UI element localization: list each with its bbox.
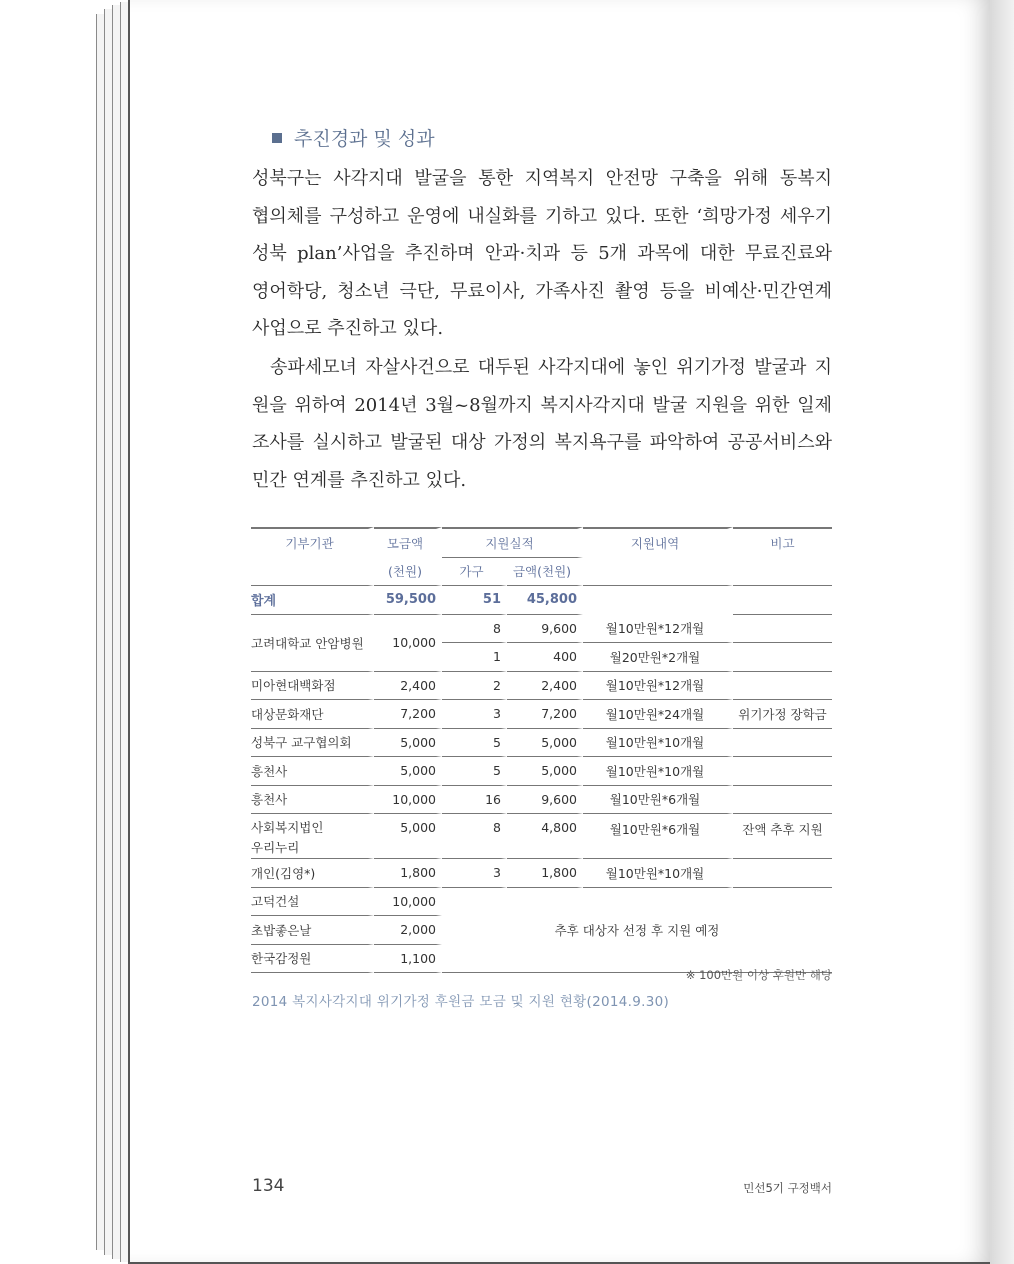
table-row: 1 400 월20만원*2개월	[251, 643, 832, 672]
total-row: 합계 59,500 51 45,800	[251, 586, 832, 615]
table-row: 미아현대백화점 2,400 2 2,400 월10만원*12개월	[251, 672, 832, 701]
paragraph-line: 성북 plan’사업을 추진하며 안과·치과 등 5개 과목에 대한 무료진료와	[252, 243, 832, 265]
paragraph-line: 협의체를 구성하고 운영에 내실화를 기하고 있다. 또한 ‘희망가정 세우기	[252, 205, 832, 227]
total-label: 합계	[251, 586, 374, 615]
header-org: 기부기관	[251, 527, 374, 558]
page-number: 134	[252, 1176, 285, 1196]
table-row: 고려대학교 안암병원 10,000 8 9,600 월10만원*12개월	[251, 615, 832, 644]
section-title: 추진경과 및 성과	[272, 124, 435, 151]
paragraph-line: 조사를 실시하고 발굴된 대상 가정의 복지욕구를 파악하여 공공서비스와	[252, 432, 832, 454]
pending-note: 추후 대상자 선정 후 지원 예정	[442, 888, 832, 974]
donation-table	[251, 527, 832, 973]
table-row: 개인(김영*) 1,800 3 1,800 월10만원*10개월	[251, 859, 832, 888]
footnote: ※ 100만원 이상 후원만 해당	[685, 968, 832, 982]
paragraph-line: 사업으로 추진하고 있다.	[252, 318, 444, 340]
square-bullet-icon	[272, 133, 282, 143]
table-subheader-row	[251, 558, 832, 587]
footer-title: 민선5기 구정백서	[743, 1181, 832, 1195]
paragraph-line: 민간 연계를 추진하고 있다.	[252, 469, 467, 491]
paragraph-line: 송파세모녀 자살사건으로 대두된 사각지대에 놓인 위기가정 발굴과 지	[270, 357, 832, 378]
table-caption: 2014 복지사각지대 위기가정 후원금 모금 및 지원 현황(2014.9.30)	[252, 994, 670, 1010]
header-amount-unit: (천원)	[374, 558, 442, 587]
page-shadow	[990, 0, 1014, 1264]
header-support-amount: 금액(천원)	[507, 558, 583, 587]
header-support: 지원실적	[442, 527, 583, 558]
table-row: 사회복지법인 우리누리 5,000 8 4,800 월10만원*6개월 잔액 추후 지원	[251, 814, 832, 859]
table-row: 한국감정원 1,100	[251, 945, 832, 974]
table-row: 고덕건설 10,000 추후 대상자 선정 후 지원 예정	[251, 888, 832, 917]
header-households: 가구	[442, 558, 507, 587]
header-details: 지원내역	[583, 527, 733, 558]
table-row: 대상문화재단 7,200 3 7,200 월10만원*24개월 위기가정 장학금	[251, 700, 832, 729]
paragraph-2	[252, 349, 832, 499]
paragraph-line: 원을 위하여 2014년 3월~8월까지 복지사각지대 발굴 지원을 위한 일제	[252, 394, 832, 416]
paragraph-line: 영어학당, 청소년 극단, 무료이사, 가족사진 촬영 등을 비예산·민간연계	[252, 280, 832, 302]
table-row: 초밥좋은날 2,000	[251, 916, 832, 945]
table-header-row	[251, 527, 832, 558]
header-amount: 모금액	[374, 527, 442, 558]
paragraph-line: 성북구는 사각지대 발굴을 통한 지역복지 안전망 구축을 위해 동복지	[252, 168, 832, 189]
table-row: 흥천사 10,000 16 9,600 월10만원*6개월	[251, 786, 832, 815]
paragraph-1	[252, 160, 832, 348]
header-note: 비고	[733, 527, 832, 558]
table-row: 흥천사 5,000 5 5,000 월10만원*10개월	[251, 757, 832, 786]
table-row: 성북구 교구협의회 5,000 5 5,000 월10만원*10개월	[251, 729, 832, 758]
